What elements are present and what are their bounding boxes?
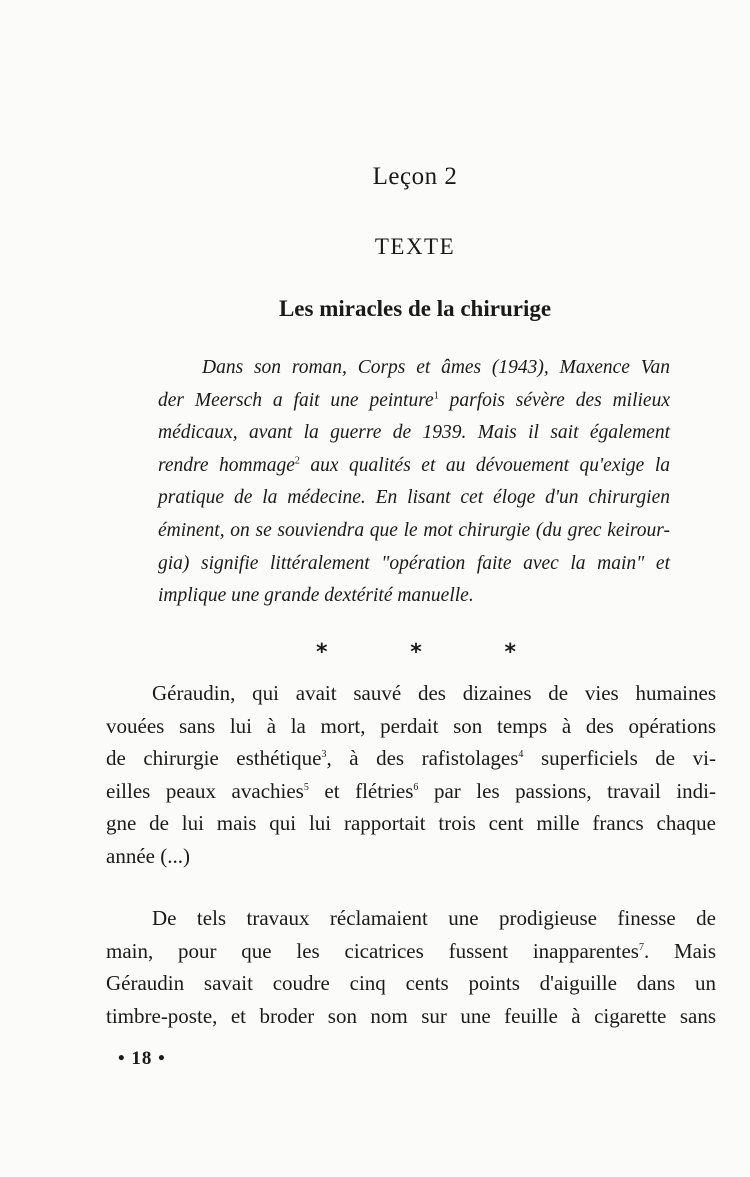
intro-line [158,385,670,418]
text-title: Les miracles de la chirurige [278,296,552,321]
body-paragraph-2 [106,902,716,1032]
body-paragraph-1 [106,677,716,872]
intro-line: gia) signifie littéralement "opération faite avec la main" et [158,552,670,574]
body-text: et flétries [308,778,414,803]
body-line: Géraudin, qui avait sauvé des dizaines de vies humaines [152,681,716,705]
intro-text: parfois sévère des milieux [449,389,670,411]
footnote-ref: 6 [413,781,419,793]
body-text: . Mais [643,938,717,963]
body-line: gne de lui mais qui lui rapportait trois cent mille francs chaque [106,811,716,835]
intro-text: rendre hommage [158,454,295,476]
asterisk: * [504,640,516,665]
footnote-ref: 7 [638,941,644,953]
section-separator [316,640,516,665]
section-heading: TEXTE [374,234,456,259]
body-line: année (...) [106,843,190,868]
asterisk: * [316,640,328,665]
intro-text: aux qualités et au dévouement qu'exige la [310,454,670,476]
body-text: main, pour que les cicatrices fussent inapparentes [106,938,639,963]
asterisk: * [410,640,422,665]
body-text: eilles peaux avachies [106,778,304,803]
body-text: , à des rafistolages [326,746,519,770]
intro-line: implique une grande dextérité manuelle. [158,585,474,607]
intro-line: éminent, on se souviendra que le mot chirurgie (du grec keirour- [158,519,670,541]
body-line [106,935,716,968]
body-line: Géraudin savait coudre cinq cents points d'aiguille dans un [106,971,716,995]
footnote-ref: 2 [294,455,300,467]
page-number: • 18 • [118,1048,166,1069]
footnote-ref: 4 [518,749,524,760]
intro-line [158,450,670,483]
body-line: De tels travaux réclamaient une prodigieuse finesse de [152,906,716,930]
footnote-ref: 5 [303,781,309,793]
intro-paragraph [158,352,670,613]
intro-line: Dans son roman, Corps et âmes (1943), Maxence Van [202,357,670,378]
body-line [106,742,716,775]
body-line: vouées sans lui à la mort, perdait son temps à des opérations [106,713,716,738]
body-text: par les passions, travail indi- [418,778,716,803]
body-text: superficiels de vi- [523,746,716,770]
body-text: de chirurgie esthétique [106,746,322,770]
intro-line: pratique de la médecine. En lisant cet éloge d'un chirurgien [158,487,670,509]
intro-line: médicaux, avant la guerre de 1939. Mais il sait également [158,422,670,444]
intro-text: der Meersch a fait une peinture [158,389,434,411]
lesson-heading: Leçon 2 [372,163,458,190]
footnote-ref: 3 [321,749,327,760]
footnote-ref: 1 [433,390,439,402]
body-line [106,775,716,808]
body-line: timbre-poste, et broder son nom sur une feuille à cigarette sans [106,1003,716,1028]
